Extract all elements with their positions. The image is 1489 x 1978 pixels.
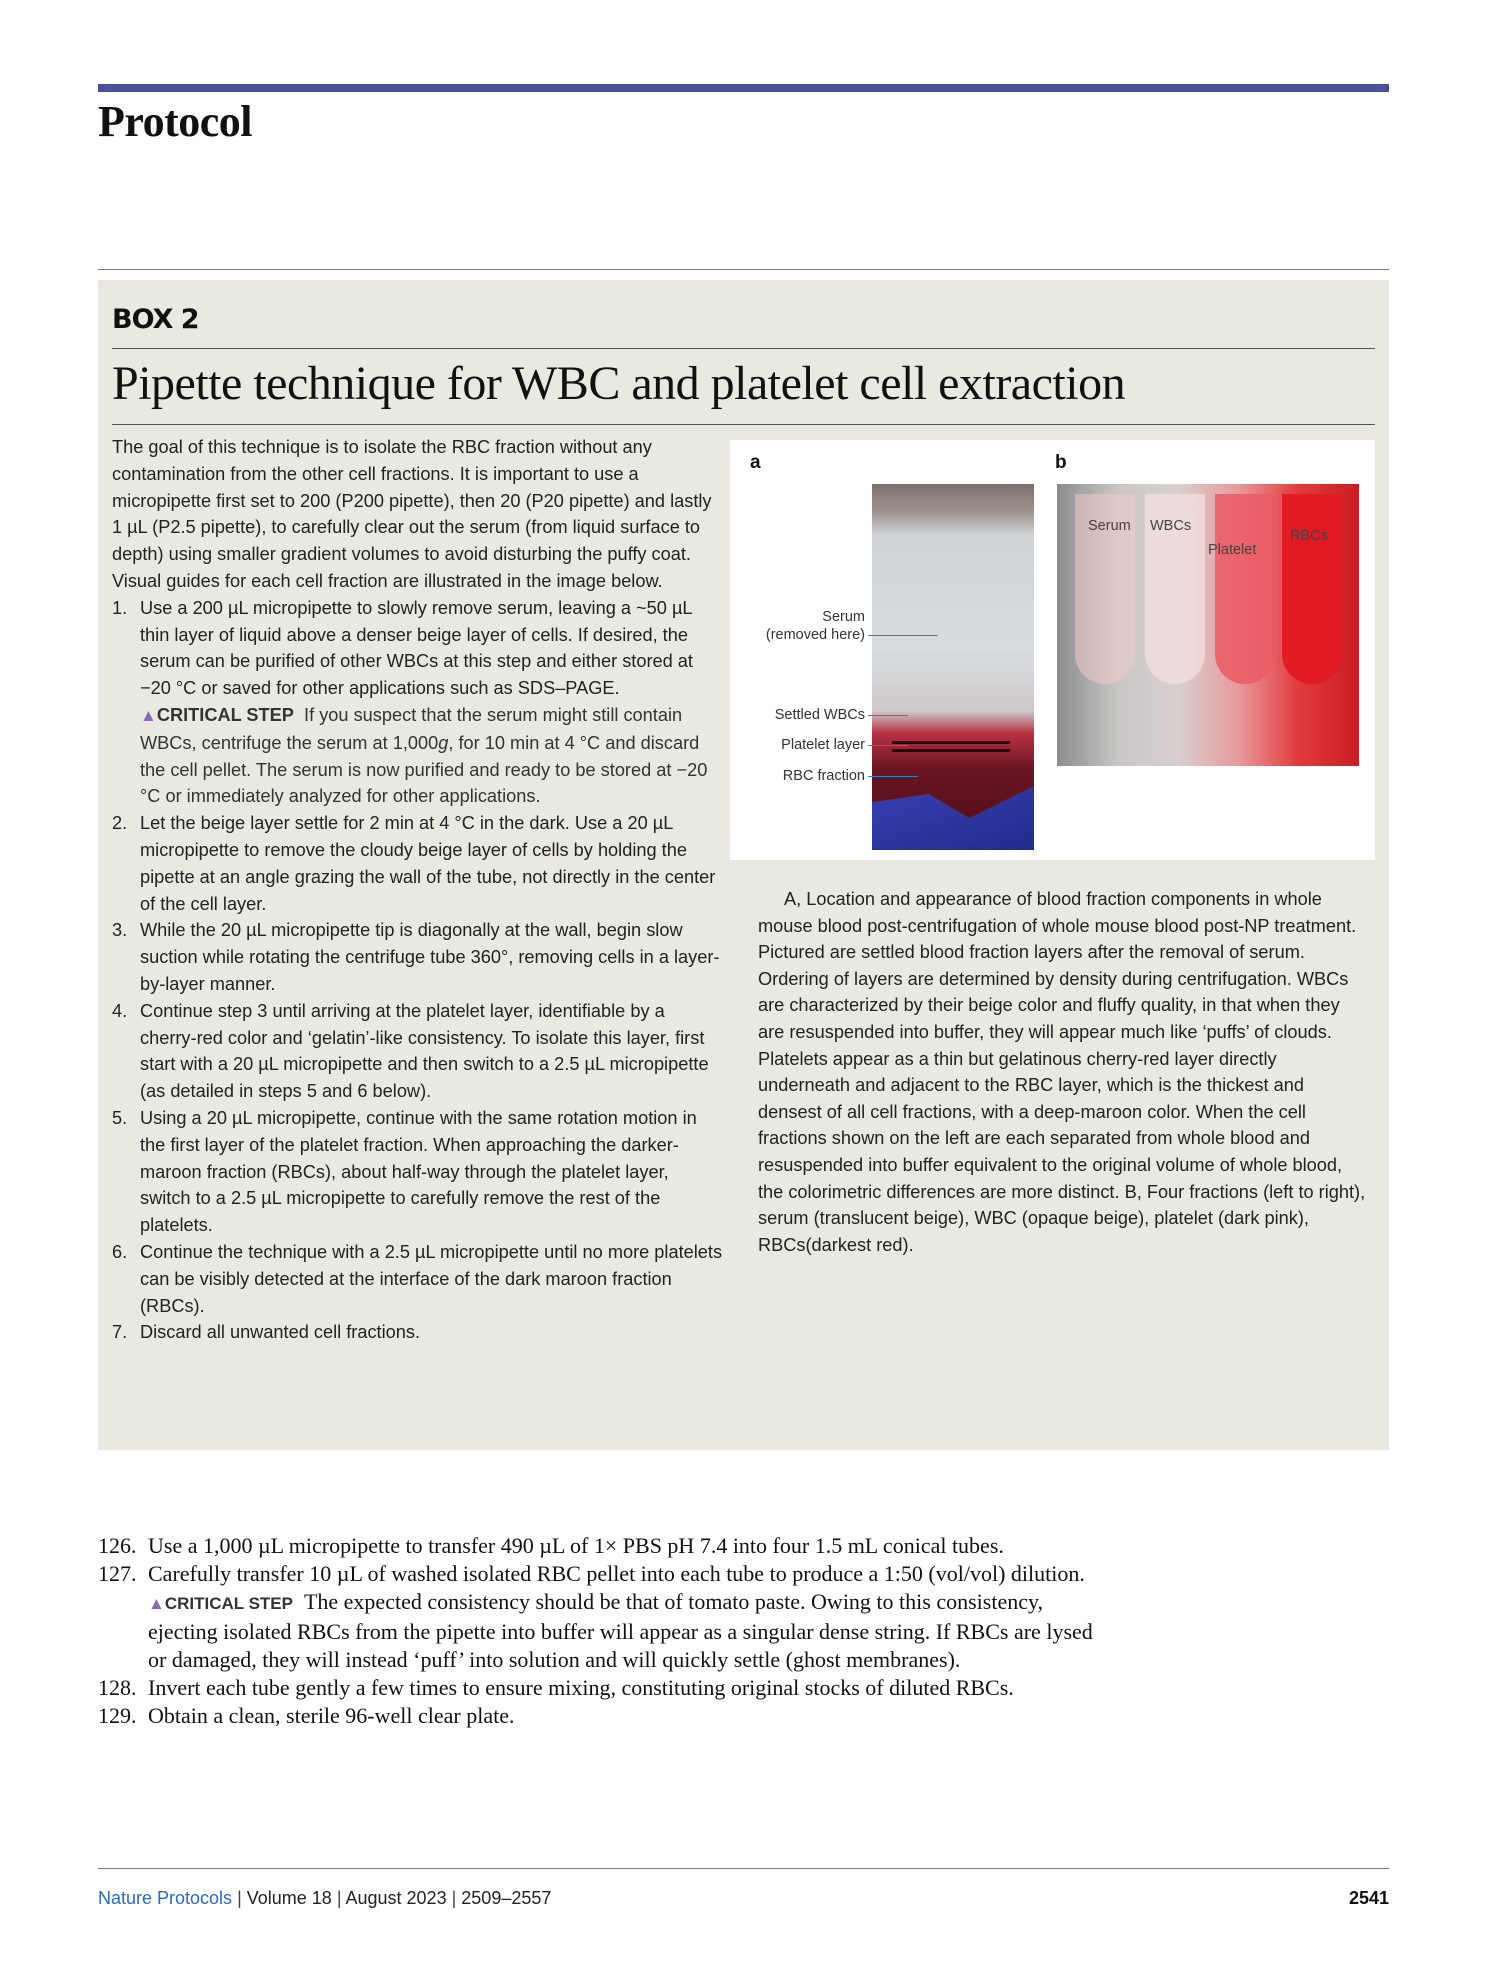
step-number: 129. <box>98 1703 137 1728</box>
separator: | <box>331 1888 346 1908</box>
list-item <box>112 917 724 997</box>
tube-photo <box>872 484 1034 850</box>
pointer-line <box>868 715 908 716</box>
label-b-platelet: Platelet <box>1208 542 1257 558</box>
intro-paragraph: The goal of this technique is to isolate the RBC fraction without any contamination from the other cell fractions. It is important to use a micropipette first set to 200 (P200 pipette), then 20 (P20 pipette) and lastly 1 µL (P2.5 pipette), to carefully clear out the serum (from liquid surface to depth) using smaller gradient volumes to avoid disturbing the puffy coat. Visual guides for each cell fraction are illustrated in the image below. <box>112 437 712 591</box>
step-number: 2. <box>112 813 128 834</box>
label-serum <box>730 608 865 644</box>
label-b-wbcs: WBCs <box>1150 518 1192 534</box>
figure-caption: A, Location and appearance of blood fraction components in whole mouse blood post-centrifugation of whole mouse blood post-NP treatment. Pictured are settled blood fraction layers after the removal of serum. Ordering of layers are determined by density during centrifugation. WBCs are characterized by their beige color and fluffy quality, in that when they are resuspended into buffer, they will appear much like ‘puffs’ of clouds. Platelets appear as a thin but gelatinous cherry-red layer directly underneath and adjacent to the RBC layer, which is the thickest and densest of all cell fractions, with a deep-maroon color. When the cell fractions shown on the left are each separated from whole blood and resuspended into buffer equivalent to the original volume of whole blood, the colorimetric differences are more distinct. B, Four fractions (left to right), serum (translucent beige), WBC (opaque beige), platelet (dark pink), RBCs(darkest red). <box>758 889 1366 1255</box>
tube-platelet <box>1215 494 1275 684</box>
step-number: 127. <box>98 1561 137 1586</box>
page-range: 2509–2557 <box>461 1888 552 1908</box>
main-steps <box>98 1532 1098 1730</box>
issue-date: August 2023 <box>345 1888 447 1908</box>
list-item <box>98 1674 1098 1702</box>
header-rule <box>98 84 1389 92</box>
step-text: Carefully transfer 10 µL of washed isolated RBC pellet into each tube to produce a 1:50 (vol/vol) dilution. <box>148 1561 1085 1586</box>
panel-b-label: b <box>1055 452 1067 473</box>
step-number: 5. <box>112 1107 128 1128</box>
step-text: Using a 20 µL micropipette, continue with the same rotation motion in the first layer of the platelet fraction. When approaching the darker-maroon fraction (RBCs), about half-way through the platelet layer, switch to a 2.5 µL micropipette to carefully remove the rest of the platelets. <box>140 1107 697 1236</box>
tube-rbcs <box>1282 494 1342 684</box>
list-item <box>112 810 724 917</box>
layer-band <box>892 749 1010 752</box>
critical-step-label: CRITICAL STEP <box>156 704 294 725</box>
section-title: Protocol <box>98 97 253 146</box>
list-item <box>112 1239 724 1319</box>
list-item <box>112 1105 724 1239</box>
glove <box>872 770 1034 850</box>
step-number: 126. <box>98 1533 137 1558</box>
label-b-rbcs: RBCs <box>1290 528 1328 544</box>
volume: Volume 18 <box>246 1888 332 1908</box>
journal-name: Nature Protocols <box>98 1888 233 1908</box>
list-item <box>112 595 724 810</box>
separator: | <box>446 1888 462 1908</box>
step-text: Use a 200 µL micropipette to slowly remove serum, leaving a ~50 µL thin layer of liquid above a denser beige layer of cells. If desired, the serum can be purified of other WBCs at this step and either stored at −20 °C or saved for other applications such as SDS–PAGE. <box>140 597 693 699</box>
figure <box>730 440 1375 860</box>
label-platelet-layer: Platelet layer <box>781 737 865 753</box>
panel-a-label: a <box>750 452 761 473</box>
critical-step-text: The expected consistency should be that of tomato paste. Owing to this consistency, ejecting isolated RBCs from the pipette into buffer will appear as a singular dense string. If RBCs are lysed or damaged, they will instead ‘puff’ into solution and will quickly settle (ghost membranes). <box>148 1589 1093 1672</box>
list-item <box>112 1319 724 1346</box>
divider <box>112 348 1375 349</box>
page-number: 2541 <box>1348 1888 1389 1908</box>
step-number: 4. <box>112 1000 128 1021</box>
step-text: Continue step 3 until arriving at the platelet layer, identifiable by a cherry-red color and ‘gelatin’-like consistency. To isolate this layer, first start with a 20 µL micropipette and then switch to a 2.5 µL micropipette (as detailed in steps 5 and 6 below). <box>140 1000 709 1102</box>
list-item <box>98 1702 1098 1730</box>
box-label: BOX 2 <box>112 304 199 335</box>
divider <box>98 269 1389 270</box>
footer <box>98 1888 551 1909</box>
step-text: Continue the technique with a 2.5 µL micropipette until no more platelets can be visibly detected at the interface of the dark maroon fraction (RBCs). <box>140 1241 723 1316</box>
list-item <box>98 1560 1098 1674</box>
divider <box>98 1868 1389 1869</box>
triangle-icon: ▲ <box>140 705 157 725</box>
label-b-serum: Serum <box>1088 518 1131 534</box>
step-text: Use a 1,000 µL micropipette to transfer 490 µL of 1× PBS pH 7.4 into four 1.5 mL conical tubes. <box>148 1533 1004 1558</box>
g-symbol: g <box>438 732 449 753</box>
critical-step-text: , for 10 min at 4 °C and discard the cell pellet. The serum is now purified and ready to be stored at −20 °C or immediately analyzed for other applications. <box>140 732 708 807</box>
critical-step-note <box>140 702 724 810</box>
step-number: 7. <box>112 1322 128 1343</box>
box-2 <box>98 280 1389 1450</box>
box-title: Pipette technique for WBC and platelet cell extraction <box>112 357 1126 410</box>
step-text: Let the beige layer settle for 2 min at 4 °C in the dark. Use a 20 µL micropipette to remove the cloudy beige layer of cells by holding the pipette at an angle grazing the wall of the tube, not directly in the center of the cell layer. <box>140 813 716 914</box>
pointer-line <box>868 776 918 777</box>
step-text: While the 20 µL micropipette tip is diagonally at the wall, begin slow suction while rotating the centrifuge tube 360°, removing cells in a layer-by-layer manner. <box>140 920 720 994</box>
pointer-line <box>868 745 908 746</box>
label-serum-note: (removed here) <box>765 627 865 643</box>
box-left-column <box>112 434 724 1346</box>
step-text: Invert each tube gently a few times to ensure mixing, constituting original stocks of diluted RBCs. <box>148 1675 1014 1700</box>
step-text: Discard all unwanted cell fractions. <box>140 1322 421 1343</box>
step-number: 6. <box>112 1241 128 1262</box>
critical-step-note <box>148 1588 1098 1674</box>
step-list <box>112 595 724 1346</box>
list-item <box>112 998 724 1105</box>
critical-step-label: CRITICAL STEP <box>164 1594 293 1613</box>
pointer-line <box>868 635 938 636</box>
step-text: Obtain a clean, sterile 96-well clear plate. <box>148 1703 515 1728</box>
label-serum-text: Serum <box>822 609 865 625</box>
layer-band <box>892 741 1010 744</box>
step-number: 128. <box>98 1675 137 1700</box>
triangle-icon: ▲ <box>148 1594 165 1613</box>
step-number: 3. <box>112 920 128 941</box>
list-item <box>98 1532 1098 1560</box>
label-settled-wbcs: Settled WBCs <box>774 707 865 723</box>
separator: | <box>232 1888 247 1908</box>
divider <box>112 424 1375 425</box>
critical-step-text: If you suspect that the serum might still contain WBCs, centrifuge the serum at 1,000 <box>140 704 683 753</box>
label-rbc-fraction: RBC fraction <box>782 768 865 784</box>
step-number: 1. <box>112 597 128 618</box>
